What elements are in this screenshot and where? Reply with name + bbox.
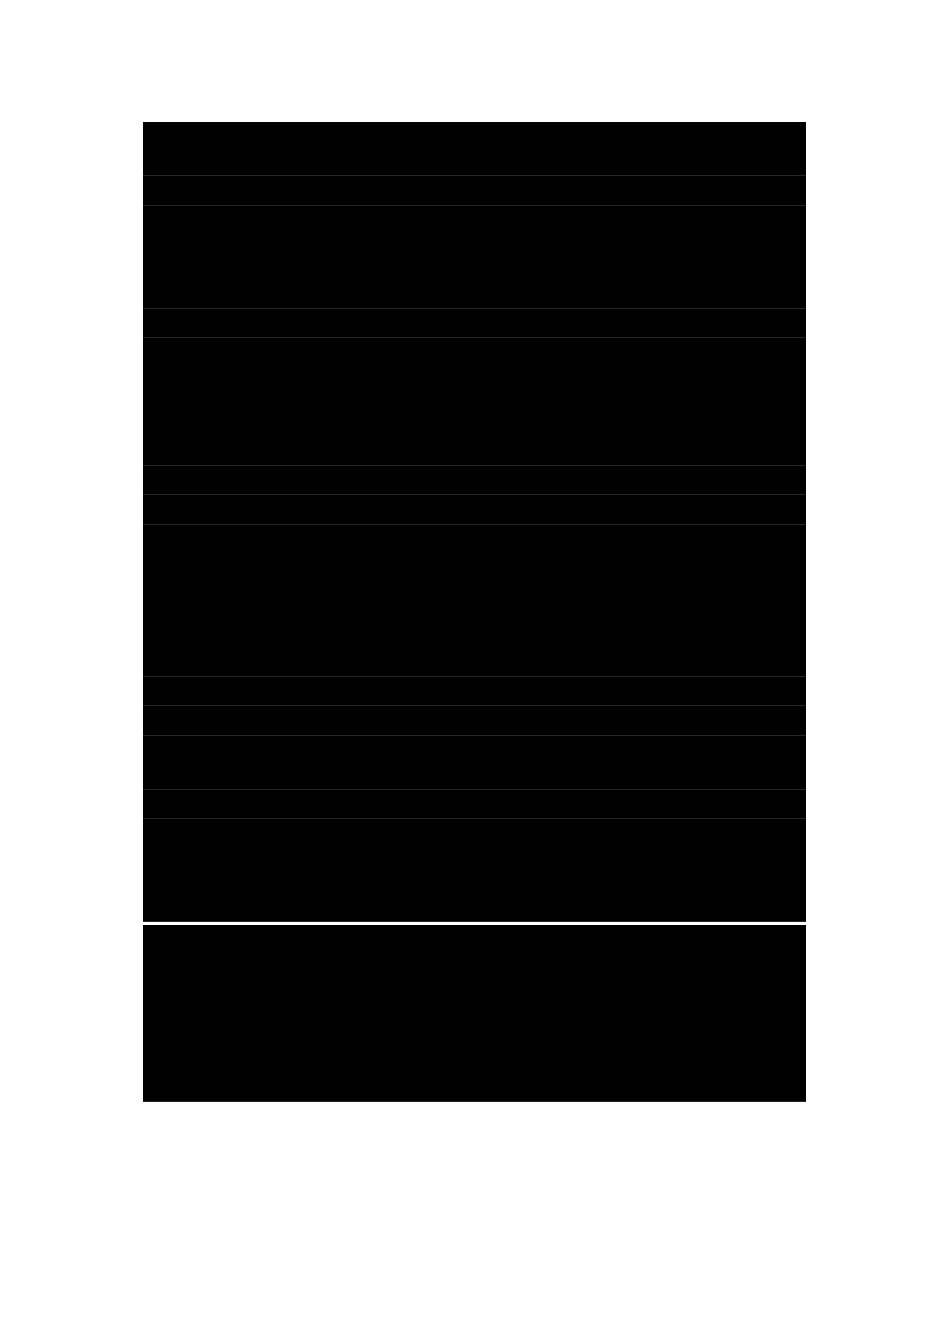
paragraph-text: 摇篮曲的特点是:音调柔和动听，抒情性强，母爱永远是它的主旋律。 xyxy=(220,679,742,700)
paragraph-text: 摇篮曲也称摇篮歌、催眠曲，属“母歌”。这是一种主要由母亲或其他亲人吟唱给婴幼儿听的，用于催眠、教话、认物的简短儿歌。例如，陈伯吹先生的《摇篮曲》：“风不吹，浪不摇，小小船儿轻轻摇，小宝宝啊要睡觉。风不吹，树不摇小鸟不飞也不叫，小宝宝啊快睡觉。风不吹，云不飘，蓝色的天空静悄悄，小宝宝啊好好睡一觉。”全首儿歌分三小节，每小节都渲染一种静谧的氛围，但有变化有递进。风越来越小，四周越来越静谧，摇篮中的孩子正在悄然睡去。其间流溢出一种温馨的母爱。 xyxy=(143,527,806,670)
paragraph xyxy=(143,206,806,309)
page-content xyxy=(143,122,806,1102)
paragraph xyxy=(143,819,806,922)
paragraph-text: 回来，/我请妈妈快坐下。”这首儿歌抒发了儿童对妈妈依恋、期盼妈妈早点回家的真实情感，从而使儿童学会尊重妈妈，尊重他人，并在外泄感情的过程中获得教益。 xyxy=(143,125,806,170)
paragraph-text: 儿童游戏时伴随着一定的游戏动作而吟唱的儿歌。像《找朋友》、《丢手绢》《拍手歌》、《跳绳歌》等，都是游戏歌，它的特点就在于有明显的组织游戏的作用。 xyxy=(143,738,806,783)
heading-text: （一）摇篮曲 xyxy=(167,498,271,518)
chapter-heading xyxy=(143,466,806,496)
paragraph xyxy=(143,736,806,790)
section-heading xyxy=(143,309,806,339)
paragraph-text: 数数歌是以适合儿童审美心理的形象描写来巧妙地训练儿童数数能力的儿歌。它把数学与文学巧妙结合起来，是适合儿童认识水平的、最早的算术教材。，如传统儿歌《一二三》：“一二三，爬上山，四五六，翻跟头，七八九，拍皮球，张开两只手，十个手指头。” xyxy=(143,822,806,916)
paragraph xyxy=(143,525,806,677)
section-heading xyxy=(143,176,806,206)
heading-text: （三）儿歌是儿童训练语言的需要 xyxy=(211,311,469,332)
section-heading xyxy=(143,495,806,525)
paragraph-text: 有的数数歌不仅培养儿童的数序观念，还训练他们的运算能力和语言表达能力。如传统儿歌《数蛤蟆》：“一个蛤蟆一张嘴，两个眼睛四条腿，扑通扑通跳下水。/两个蛤蟆两张嘴，四个眼睛八条腿，扑通扑通跳下水……。”蛤蟆的嘴、眼睛和腿的数目是随着蛤蟆数目的增长而成倍增长的。因此，不仅可以训练儿童的初步运算能力，还有《手指头》：“一个指头按电钮，两个指头拣豆豆，三个指头解扣扣，四个指头提兜兜五个指头握一起，攥个拳头有劲头。”它不仅可以帮助儿童练习数数，而且还可以让儿童认识自己两手的用途。渗透了一定的思想教育的内容。 xyxy=(143,928,806,1095)
paragraph xyxy=(143,338,806,466)
paragraph-text: 儿歌语言浅显、明快、通俗易懂、口语化，有节奏感，便于幼儿吟诵。反复吟诵儿歌，能帮助幼儿矫正发音、正确把握概念、初步认识事物，并能培养他们语言的连贯力和表达力，训练和发展思维，培养和提高他们运用语言的能力。例如，《十四和四十》这首儿歌是典型的矫正发音的，而金波的《小白兔》：“小白兔，三瓣嘴，蹦蹦跳跳四条腿儿。”则告诉幼儿小白兔的外貌特征是什么，便于幼儿区分小动物。 xyxy=(143,341,806,459)
section-heading xyxy=(143,706,806,736)
paragraph-text: 可以形象有趣地帮助儿童认识自然界，认识社会生活，开发他们的智力启迪引发他们的思维和想象能力。例如，儿歌中有介绍山水草木和鸟兽虫鱼的形象、习性和功能的，有描述日月星辰、四季变化的，有介绍浅显的自然和生活常识的，有介绍简单的数目和时间观念的…… xyxy=(143,208,806,302)
paragraph xyxy=(143,122,806,176)
section-heading xyxy=(143,790,806,820)
heading-text: （二）儿歌是儿童启迪心智的需要 xyxy=(211,179,469,199)
paragraph xyxy=(143,677,806,707)
heading-text: （二）游戏歌 xyxy=(167,709,271,729)
heading-text: 四、儿歌的传统艺术形式 xyxy=(143,468,333,489)
paragraph xyxy=(143,925,806,1102)
heading-text: （三）数数歌 xyxy=(149,792,253,813)
